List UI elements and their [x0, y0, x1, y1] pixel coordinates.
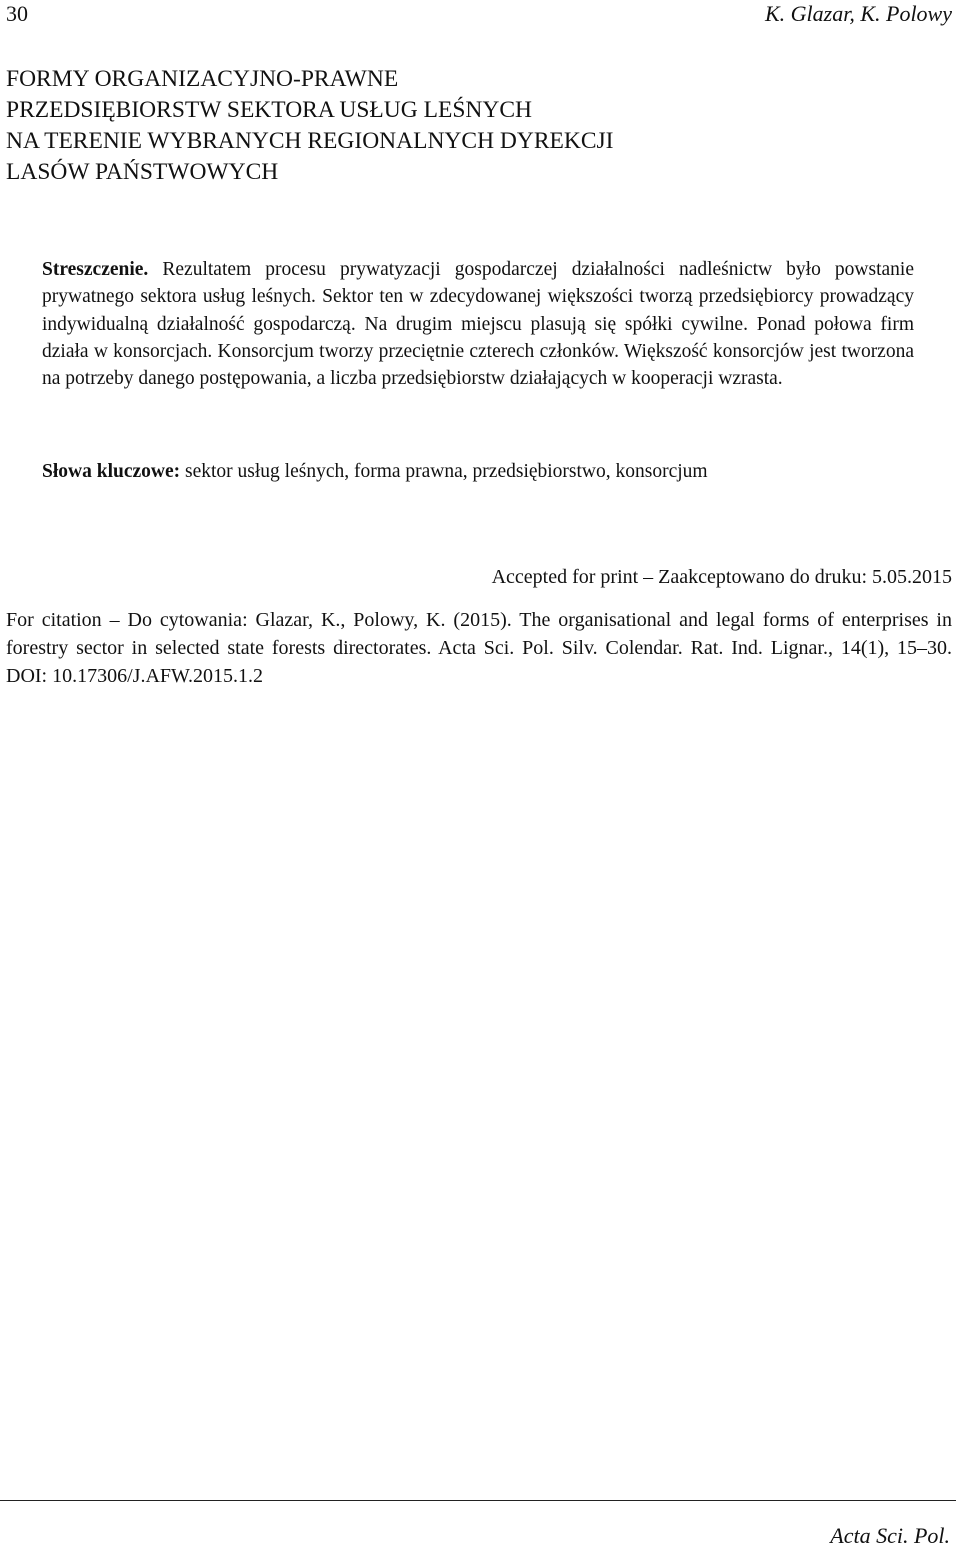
- article-title: [6, 64, 946, 188]
- abstract-label: Streszczenie.: [42, 259, 149, 280]
- title-line: NA TERENIE WYBRANYCH REGIONALNYCH DYREKCJI: [6, 128, 614, 154]
- keywords-text: sektor usług leśnych, forma prawna, przedsiębiorstwo, konsorcjum: [180, 461, 708, 482]
- title-line: LASÓW PAŃSTWOWYCH: [6, 159, 279, 185]
- keywords-label: Słowa kluczowe:: [42, 461, 181, 482]
- footer-journal: Acta Sci. Pol.: [830, 1523, 950, 1548]
- citation: For citation – Do cytowania: Glazar, K., Polowy, K. (2015). The organisational and legal forms of enterprises in forestry sector in selected state forests directorates. Acta Sci. Pol. Silv. Colendar. Rat. Ind. Lignar., 14(1), 15–30. DOI: 10.17306/J.AFW.2015.1.2: [6, 609, 952, 687]
- keywords: [42, 458, 922, 486]
- page-header: [6, 0, 952, 30]
- abstract-text: Rezultatem procesu prywatyzacji gospodarczej działalności nadleśnictw było powstanie prywatnego sektora usług leśnych. Sektor ten w zdecydowanej większości tworzą przedsiębiorcy prowadzący indywidualną działalność gospodarczą. Na drugim miejscu plasują się spółki cywilne. Ponad połowa firm działa w konsorcjach. Konsorcjum tworzy przeciętnie czterech członków. Większość konsorcjów jest tworzona na potrzeby danego postępowania, a liczba przedsiębiorstw działających w kooperacji wzrasta.: [42, 259, 914, 390]
- footer-rule: [0, 1500, 956, 1501]
- running-head-authors: K. Glazar, K. Polowy: [764, 1, 952, 26]
- page-number: 30: [6, 1, 28, 26]
- accepted-date: Accepted for print – Zaakceptowano do druku: 5.05.2015: [491, 566, 952, 588]
- title-line: FORMY ORGANIZACYJNO-PRAWNE: [6, 66, 399, 92]
- title-line: PRZEDSIĘBIORSTW SEKTORA USŁUG LEŚNYCH: [6, 97, 532, 123]
- abstract: [42, 256, 914, 392]
